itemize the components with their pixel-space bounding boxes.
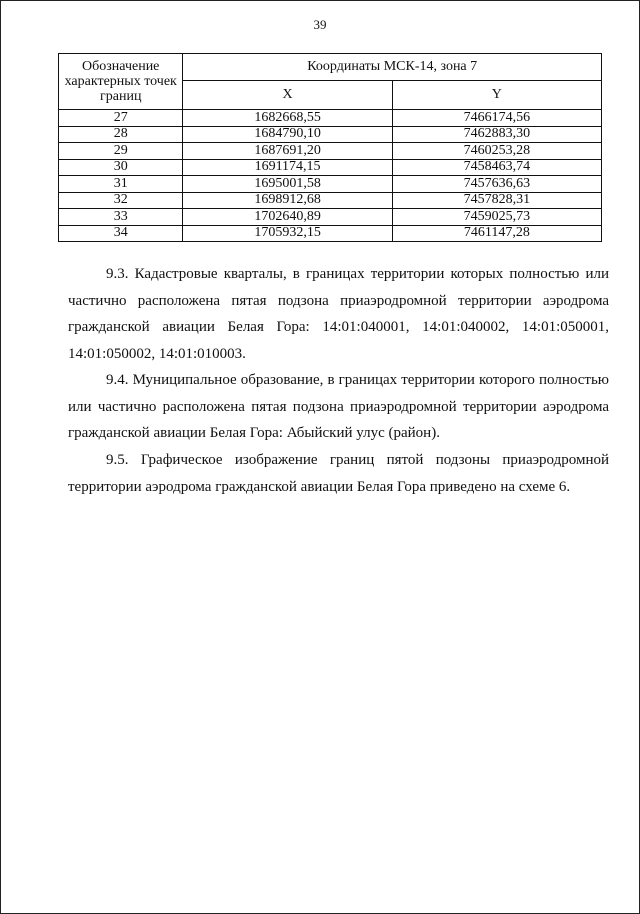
table-row [59,209,602,226]
y-cell: 7462883,30 [392,126,601,143]
x-cell: 1702640,89 [183,209,392,226]
point-cell: 28 [59,126,183,143]
table-row [59,176,602,193]
point-cell: 32 [59,192,183,209]
coordinates-table [58,53,602,242]
x-cell: 1691174,15 [183,159,392,176]
x-cell: 1682668,55 [183,110,392,127]
table-row [59,143,602,160]
table-row [59,159,602,176]
header-x: X [183,81,392,110]
point-cell: 34 [59,225,183,242]
y-cell: 7460253,28 [392,143,601,160]
paragraph-9-4 [68,367,609,447]
y-cell: 7466174,56 [392,110,601,127]
y-cell: 7457636,63 [392,176,601,193]
y-cell: 7458463,74 [392,159,601,176]
table-row [59,126,602,143]
y-cell: 7461147,28 [392,225,601,242]
point-cell: 29 [59,143,183,160]
paragraph-text: 9.5. Графическое изображение границ пятой подзоны приаэродромной территории аэродрома гражданской авиации Белая Гора приведено на схеме 6. [68,452,609,495]
header-coordinates: Координаты МСК-14, зона 7 [183,54,602,81]
table-row [59,192,602,209]
paragraph-9-3 [68,261,609,367]
point-cell: 27 [59,110,183,127]
y-cell: 7459025,73 [392,209,601,226]
point-cell: 31 [59,176,183,193]
page-number: 39 [313,17,327,32]
point-cell: 33 [59,209,183,226]
x-cell: 1705932,15 [183,225,392,242]
header-point-designation: Обозначение характерных точек границ [59,54,183,110]
x-cell: 1695001,58 [183,176,392,193]
point-cell: 30 [59,159,183,176]
header-y: Y [392,81,601,110]
paragraph-9-5 [68,447,609,500]
x-cell: 1698912,68 [183,192,392,209]
table-row [59,110,602,127]
table-row [59,225,602,242]
paragraph-text: 9.3. Кадастровые кварталы, в границах территории которых полностью или частично расположена пятая подзона приаэродромной территории аэродрома гражданской авиации Белая Гора: 14:01:040001, 14:01:040002, 14:01:050001, 14:01:050002, 14:01:010003. [68,266,609,362]
x-cell: 1684790,10 [183,126,392,143]
y-cell: 7457828,31 [392,192,601,209]
x-cell: 1687691,20 [183,143,392,160]
paragraph-text: 9.4. Муниципальное образование, в границах территории которого полностью или частично расположена пятая подзона приаэродромной территории аэродрома гражданской авиации Белая Гора: Абыйский улус (район). [68,372,609,441]
